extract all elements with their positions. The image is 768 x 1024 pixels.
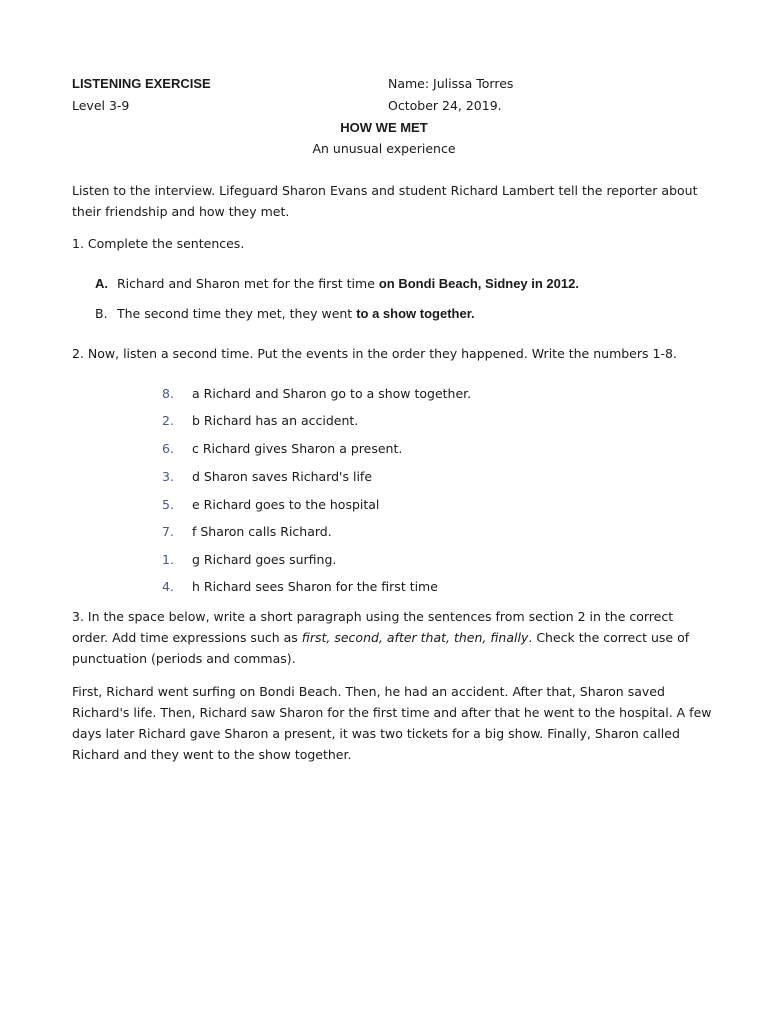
list-item bbox=[162, 469, 372, 484]
event-text: d Sharon saves Richard's life bbox=[192, 469, 373, 484]
time-expressions: first, second, after that, then, finally bbox=[301, 630, 529, 645]
event-number: 6. bbox=[162, 441, 174, 456]
page-subtitle: An unusual experience bbox=[312, 141, 456, 156]
section1-item-a bbox=[95, 276, 579, 291]
event-number: 4. bbox=[162, 579, 174, 594]
event-text: c Richard gives Sharon a present. bbox=[192, 441, 403, 456]
event-number: 1. bbox=[162, 552, 174, 567]
section2-instruction: 2. Now, listen a second time. Put the events in the order they happened. Write the numbers 1-8. bbox=[72, 346, 677, 361]
event-text: e Richard goes to the hospital bbox=[192, 497, 380, 512]
event-number: 8. bbox=[162, 386, 174, 401]
section1-item-b bbox=[95, 306, 475, 321]
event-text: h Richard sees Sharon for the first time bbox=[192, 579, 438, 594]
event-number: 3. bbox=[162, 469, 174, 484]
item-text: Richard and Sharon met for the first time bbox=[117, 276, 379, 291]
item-letter: A. bbox=[95, 276, 108, 291]
document-date: October 24, 2019. bbox=[388, 98, 502, 113]
level-label: Level 3-9 bbox=[72, 98, 130, 113]
item-answer: on Bondi Beach, Sidney in 2012. bbox=[378, 276, 579, 291]
exercise-title: LISTENING EXERCISE bbox=[72, 76, 211, 91]
list-item bbox=[162, 579, 438, 594]
list-item bbox=[162, 497, 379, 512]
event-text: b Richard has an accident. bbox=[192, 413, 359, 428]
list-item bbox=[162, 441, 402, 456]
event-text: f Sharon calls Richard. bbox=[192, 524, 332, 539]
intro-paragraph: Listen to the interview. Lifeguard Sharon Evans and student Richard Lambert tell the reporter about their friendship and how they met. bbox=[72, 183, 698, 219]
event-number: 2. bbox=[162, 413, 174, 428]
student-name: Name: Julissa Torres bbox=[388, 76, 514, 91]
list-item bbox=[162, 413, 358, 428]
item-letter: B. bbox=[95, 306, 108, 321]
event-number: 5. bbox=[162, 497, 174, 512]
event-text: g Richard goes surfing. bbox=[192, 552, 337, 567]
instruction-text-end: . Check the correct use of punctuation (periods and commas). bbox=[72, 630, 690, 666]
section3-instruction bbox=[72, 606, 712, 669]
section1-instruction: 1. Complete the sentences. bbox=[72, 236, 245, 251]
item-text: The second time they met, they went bbox=[117, 306, 357, 321]
instruction-text: 3. In the space below, write a short paragraph using the sentences from section 2 in the correct order. Add time expressions such as bbox=[72, 609, 674, 645]
section3-answer-paragraph: First, Richard went surfing on Bondi Beach. Then, he had an accident. After that, Sharon saved Richard's life. Then, Richard saw Sharon for the first time and after that he went to the hospital. A few days later Richard gave Sharon a present, it was two tickets for a big show. Finally, Sharon called Richard and they went to the show together. bbox=[72, 684, 712, 762]
event-text: a Richard and Sharon go to a show together. bbox=[192, 386, 472, 401]
item-answer: to a show together. bbox=[356, 306, 475, 321]
event-number: 7. bbox=[162, 524, 174, 539]
list-item bbox=[162, 386, 471, 401]
list-item bbox=[162, 524, 332, 539]
page-title: HOW WE MET bbox=[340, 120, 428, 135]
list-item bbox=[162, 552, 336, 567]
